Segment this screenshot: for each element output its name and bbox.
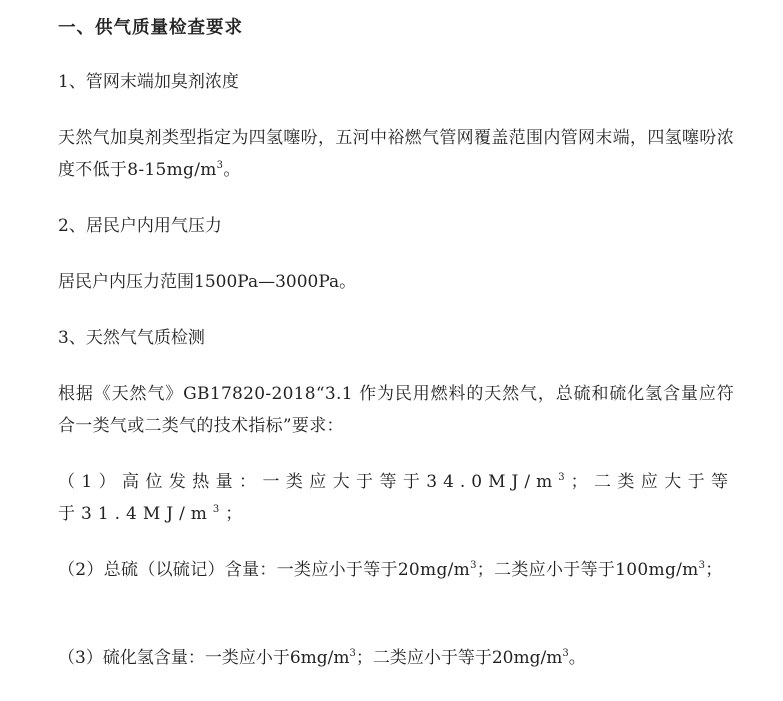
list-item-hydrogen-sulfide bbox=[58, 642, 586, 674]
superscript: 3 bbox=[349, 648, 356, 659]
punctuation: ； bbox=[225, 504, 249, 524]
superscript: 3 bbox=[470, 560, 477, 571]
list-item-text: ；二类应小于等于100mg/m bbox=[476, 560, 699, 580]
list-item-heating-value bbox=[58, 466, 734, 530]
list-item-text: （3）硫化氢含量：一类应小于6mg/m bbox=[58, 648, 350, 668]
superscript: 3 bbox=[216, 160, 224, 171]
paragraph-odorant-text: 天然气加臭剂类型指定为四氢噻吩，五河中裕燃气管网覆盖范围内管网末端，四氢噻吩浓度不低于8-15mg/m bbox=[58, 128, 734, 180]
list-item-text: （1）高位发热量：一类应大于等于34.0MJ/m bbox=[58, 472, 559, 492]
list-item-total-sulfur bbox=[58, 554, 734, 586]
section-heading: 一、供气质量检查要求 bbox=[58, 18, 243, 38]
superscript: 3 bbox=[558, 472, 571, 483]
paragraph-pressure: 居民户内压力范围1500Pa—3000Pa。 bbox=[58, 272, 357, 292]
subsection-title-1: 1、管网末端加臭剂浓度 bbox=[58, 72, 239, 92]
list-item-text: （2）总硫（以硫记）含量：一类应小于等于20mg/m bbox=[58, 560, 471, 580]
subsection-title-2: 2、居民户内用气压力 bbox=[58, 216, 222, 236]
punctuation: 。 bbox=[568, 648, 586, 668]
paragraph-odorant bbox=[58, 122, 734, 186]
superscript: 3 bbox=[212, 504, 226, 515]
punctuation: ； bbox=[705, 560, 723, 580]
punctuation: 。 bbox=[223, 160, 241, 180]
paragraph-standard: 根据《天然气》GB17820-2018“3.1 作为民用燃料的天然气，总硫和硫化氢含量应符合一类气或二类气的技术指标”要求： bbox=[58, 384, 734, 436]
superscript: 3 bbox=[562, 648, 569, 659]
subsection-title-3: 3、天然气气质检测 bbox=[58, 328, 205, 348]
list-item-text: ；二类应大于等于31.4MJ/m bbox=[58, 472, 734, 524]
list-item-text: ；二类应小于等于20mg/m bbox=[355, 648, 563, 668]
superscript: 3 bbox=[698, 560, 706, 571]
